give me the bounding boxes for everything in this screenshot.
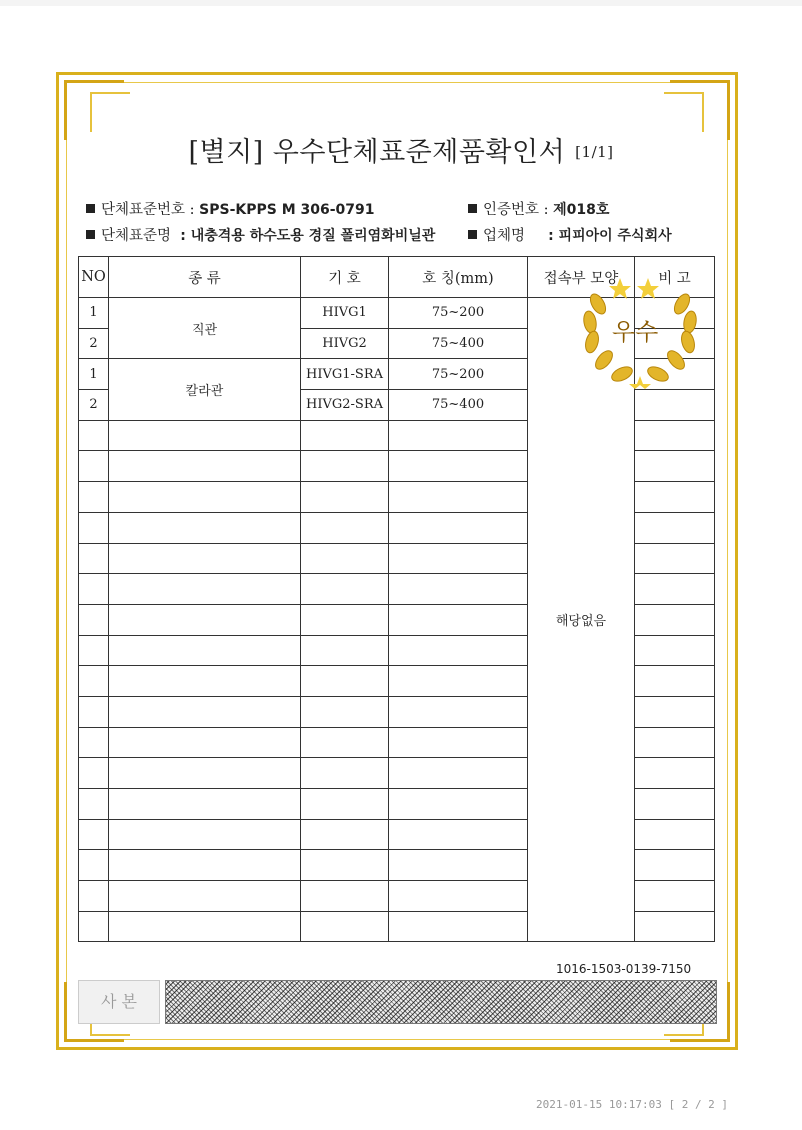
cell-empty — [79, 604, 109, 635]
cell-empty — [635, 543, 715, 574]
cell-empty — [79, 574, 109, 605]
cell-empty — [301, 881, 389, 912]
cell-empty — [79, 635, 109, 666]
cell-empty — [389, 789, 528, 820]
header-type: 종 류 — [109, 257, 301, 298]
square-bullet-icon — [468, 204, 477, 213]
cell-symbol: HIVG2 — [301, 328, 389, 359]
std-no-value: SPS-KPPS M 306-0791 — [199, 202, 375, 218]
cell-size: 75~200 — [389, 359, 528, 390]
cell-no: 1 — [79, 359, 109, 390]
cell-empty — [635, 819, 715, 850]
cell-empty — [301, 451, 389, 482]
std-no-label: 단체표준번호 : — [101, 202, 195, 218]
cell-empty — [109, 850, 301, 881]
title-text: [별지] 우수단체표준제품확인서 — [188, 137, 566, 168]
square-bullet-icon — [468, 230, 477, 239]
cell-empty — [635, 881, 715, 912]
cell-empty — [109, 604, 301, 635]
cell-empty — [635, 604, 715, 635]
cell-empty — [389, 881, 528, 912]
cell-empty — [109, 482, 301, 513]
cell-empty — [79, 727, 109, 758]
corner-ornament — [90, 92, 130, 132]
cell-empty — [109, 451, 301, 482]
cert-no-label: 인증번호 : — [483, 202, 549, 218]
cell-empty — [109, 758, 301, 789]
cell-empty — [389, 512, 528, 543]
cell-empty — [79, 543, 109, 574]
cell-empty — [109, 696, 301, 727]
cell-empty — [389, 727, 528, 758]
cell-empty — [389, 666, 528, 697]
cell-size: 75~400 — [389, 328, 528, 359]
cell-empty — [109, 512, 301, 543]
cell-empty — [79, 512, 109, 543]
info-cert-no — [468, 198, 609, 219]
serial-number: 1016-1503-0139-7150 — [556, 962, 692, 976]
cell-empty — [635, 727, 715, 758]
cell-empty — [79, 881, 109, 912]
header-no: NO — [79, 257, 109, 298]
cell-empty — [301, 420, 389, 451]
cell-empty — [635, 666, 715, 697]
cell-empty — [635, 758, 715, 789]
cell-empty — [301, 727, 389, 758]
cell-empty — [635, 574, 715, 605]
cell-empty — [389, 758, 528, 789]
cell-no: 2 — [79, 328, 109, 359]
cell-empty — [389, 482, 528, 513]
cell-empty — [389, 574, 528, 605]
security-pattern — [165, 980, 717, 1024]
cell-empty — [635, 451, 715, 482]
info-company — [468, 224, 672, 245]
cell-empty — [79, 451, 109, 482]
cell-empty — [301, 758, 389, 789]
cell-empty — [79, 789, 109, 820]
cell-size: 75~200 — [389, 298, 528, 329]
company-label: 업체명 — [483, 228, 526, 244]
top-strip — [0, 0, 802, 6]
cell-empty — [389, 451, 528, 482]
cell-no: 1 — [79, 298, 109, 329]
copy-stamp: 사 본 — [78, 980, 160, 1024]
cell-empty — [635, 911, 715, 942]
cert-no-value: 제018호 — [553, 202, 610, 218]
cell-empty — [635, 789, 715, 820]
cell-empty — [109, 789, 301, 820]
cell-type: 직관 — [109, 298, 301, 359]
cell-empty — [635, 482, 715, 513]
cell-empty — [635, 512, 715, 543]
cell-empty — [79, 850, 109, 881]
cell-symbol: HIVG1-SRA — [301, 359, 389, 390]
cell-type: 칼라관 — [109, 359, 301, 420]
document-title — [0, 130, 802, 169]
cell-empty — [389, 604, 528, 635]
info-std-no — [86, 198, 375, 219]
cell-empty — [301, 604, 389, 635]
cell-empty — [109, 911, 301, 942]
cell-size: 75~400 — [389, 390, 528, 421]
cell-empty — [389, 911, 528, 942]
cell-empty — [109, 635, 301, 666]
cell-symbol: HIVG2-SRA — [301, 390, 389, 421]
medal-text: 우수 — [612, 318, 659, 346]
header-size: 호 칭(mm) — [389, 257, 528, 298]
cell-empty — [301, 574, 389, 605]
print-timestamp: 2021-01-15 10:17:03 [ 2 / 2 ] — [536, 1098, 729, 1111]
cell-empty — [301, 666, 389, 697]
cell-remarks — [635, 390, 715, 421]
std-name-label: 단체표준명 — [101, 228, 172, 244]
cell-no: 2 — [79, 390, 109, 421]
cell-empty — [79, 819, 109, 850]
cell-empty — [79, 911, 109, 942]
header-symbol: 기 호 — [301, 257, 389, 298]
company-value: : 피피아이 주식회사 — [548, 228, 672, 244]
cell-empty — [635, 420, 715, 451]
square-bullet-icon — [86, 204, 95, 213]
cell-empty — [109, 819, 301, 850]
cell-empty — [109, 574, 301, 605]
cell-empty — [109, 727, 301, 758]
cell-empty — [389, 850, 528, 881]
corner-ornament — [664, 92, 704, 132]
cell-empty — [389, 543, 528, 574]
square-bullet-icon — [86, 230, 95, 239]
info-std-name — [86, 224, 435, 245]
cell-joint: 해당없음 — [528, 298, 635, 942]
cell-empty — [301, 696, 389, 727]
cell-empty — [389, 696, 528, 727]
header-remarks: 비 고 — [635, 257, 715, 298]
cell-empty — [109, 881, 301, 912]
title-page: [1/1] — [575, 143, 614, 161]
cell-empty — [389, 819, 528, 850]
cell-empty — [109, 543, 301, 574]
header-joint: 접속부 모양 — [528, 257, 635, 298]
std-name-value: : 내충격용 하수도용 경질 폴리염화비닐관 — [180, 228, 436, 244]
cell-empty — [301, 482, 389, 513]
cell-empty — [301, 543, 389, 574]
cell-empty — [109, 420, 301, 451]
cell-empty — [79, 666, 109, 697]
cell-symbol: HIVG1 — [301, 298, 389, 329]
cell-empty — [301, 819, 389, 850]
cell-empty — [635, 850, 715, 881]
cell-empty — [301, 635, 389, 666]
cell-empty — [301, 850, 389, 881]
cell-empty — [79, 758, 109, 789]
cell-empty — [301, 789, 389, 820]
cell-empty — [301, 911, 389, 942]
cell-empty — [79, 696, 109, 727]
cell-empty — [635, 635, 715, 666]
cell-empty — [79, 420, 109, 451]
cell-empty — [389, 420, 528, 451]
cell-empty — [635, 696, 715, 727]
cell-empty — [79, 482, 109, 513]
cell-empty — [301, 512, 389, 543]
cell-empty — [389, 635, 528, 666]
cell-empty — [109, 666, 301, 697]
